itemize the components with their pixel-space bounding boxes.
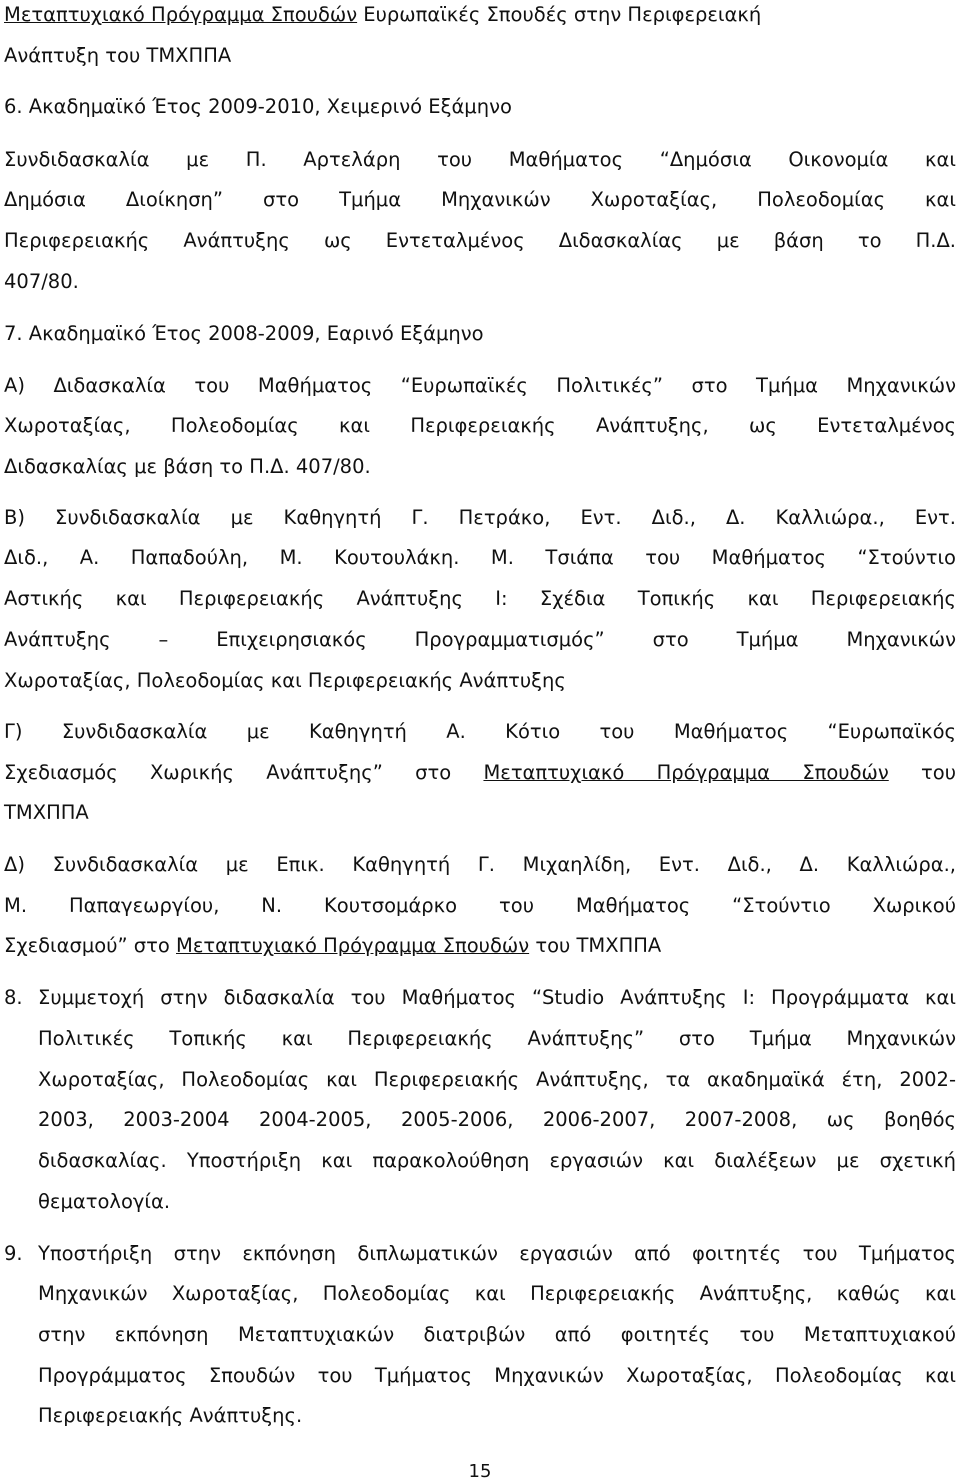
text-line: Διδ., Α. Παπαδούλη, Μ. Κουτουλάκη. Μ. Τσιάπα του Μαθήματος “Στούντιο	[4, 546, 956, 569]
text-line: Χωροταξίας, Πολεοδομίας και Περιφερειακής Ανάπτυξης, ως Εντεταλμένος	[4, 414, 956, 437]
text-line: Συνδιδασκαλία με Π. Αρτελάρη του Μαθήματος “Δημόσια Οικονομία και	[4, 148, 956, 171]
text-line: Χωροταξίας, Πολεοδομίας και Περιφερειακής Ανάπτυξης, τα ακαδημαϊκά έτη, 2002-	[38, 1068, 956, 1091]
list-number: 9.	[4, 1242, 23, 1265]
program-link[interactable]: Μεταπτυχιακό Πρόγραμμα Σπουδών	[483, 761, 889, 784]
text-span: του	[888, 761, 956, 784]
text-line: στην εκπόνηση Μεταπτυχιακών διατριβών από φοιτητές του Μεταπτυχιακού	[38, 1323, 956, 1346]
text-line: Δημόσια Διοίκηση” στο Τμήμα Μηχανικών Χωροταξίας, Πολεοδομίας και	[4, 188, 956, 211]
text-line	[4, 3, 956, 27]
text-line: Χωροταξίας, Πολεοδομίας και Περιφερειακής Ανάπτυξης	[4, 669, 566, 692]
text-line: Διδασκαλίας με βάση το Π.Δ. 407/80.	[4, 455, 371, 478]
text-line: Προγράμματος Σπουδών του Τμήματος Μηχανικών Χωροταξίας, Πολεοδομίας και	[38, 1364, 956, 1387]
text-line: Μ. Παπαγεωργίου, Ν. Κουτσομάρκο του Μαθήματος “Στούντιο Χωρικού	[4, 894, 956, 917]
text-line: 2003, 2003-2004 2004-2005, 2005-2006, 2006-2007, 2007-2008, ως βοηθός	[38, 1108, 956, 1131]
text-line: Ανάπτυξης – Επιχειρησιακός Προγραμματισμός” στο Τμήμα Μηχανικών	[4, 628, 956, 651]
text-line: Ανάπτυξη του ΤΜΧΠΠΑ	[4, 44, 232, 67]
text-line: Γ) Συνδιδασκαλία με Καθηγητή Α. Κότιο του Μαθήματος “Ευρωπαϊκός	[4, 720, 956, 743]
text-line: Δ) Συνδιδασκαλία με Επικ. Καθηγητή Γ. Μιχαηλίδη, Εντ. Διδ., Δ. Καλλιώρα.,	[4, 853, 956, 876]
text-line	[4, 761, 956, 785]
text-line: Συμμετοχή στην διδασκαλία του Μαθήματος “Studio Ανάπτυξης Ι: Προγράμματα και	[38, 986, 956, 1009]
text-line: Α) Διδασκαλία του Μαθήματος “Ευρωπαϊκές Πολιτικές” στο Τμήμα Μηχανικών	[4, 374, 956, 397]
text-span: Ευρωπαϊκές Σπουδές στην Περιφερειακή	[357, 3, 762, 26]
program-link[interactable]: Μεταπτυχιακό Πρόγραμμα Σπουδών	[176, 934, 530, 957]
program-link[interactable]: Μεταπτυχιακό Πρόγραμμα Σπουδών	[4, 3, 358, 26]
text-span: Σχεδιασμού” στο	[4, 934, 177, 957]
text-span: Σχεδιασμός Χωρικής Ανάπτυξης” στο	[4, 761, 484, 784]
text-line: Πολιτικές Τοπικής και Περιφερειακής Ανάπτυξης” στο Τμήμα Μηχανικών	[38, 1027, 956, 1050]
list-number: 8.	[4, 986, 23, 1009]
text-line	[4, 934, 956, 958]
text-line: Αστικής και Περιφερειακής Ανάπτυξης Ι: Σχέδια Τοπικής και Περιφερειακής	[4, 587, 956, 610]
section-heading: 7. Ακαδημαϊκό Έτος 2008-2009, Εαρινό Εξάμηνο	[4, 322, 484, 345]
text-line: Υποστήριξη στην εκπόνηση διπλωματικών εργασιών από φοιτητές του Τμήματος	[38, 1242, 956, 1265]
text-line: ΤΜΧΠΠΑ	[4, 801, 89, 824]
page-number: 15	[468, 1461, 492, 1482]
text-line: Περιφερειακής Ανάπτυξης ως Εντεταλμένος Διδασκαλίας με βάση το Π.Δ.	[4, 229, 956, 252]
text-line: Μηχανικών Χωροταξίας, Πολεοδομίας και Περιφερειακής Ανάπτυξης, καθώς και	[38, 1282, 956, 1305]
text-line: διδασκαλίας. Υποστήριξη και παρακολούθηση εργασιών και διαλέξεων με σχετική	[38, 1149, 956, 1172]
text-line: 407/80.	[4, 270, 79, 293]
text-line: Περιφερειακής Ανάπτυξης.	[38, 1404, 303, 1427]
text-span: του ΤΜΧΠΠΑ	[529, 934, 662, 957]
text-line: θεματολογία.	[38, 1190, 171, 1213]
text-line: Β) Συνδιδασκαλία με Καθηγητή Γ. Πετράκο, Εντ. Διδ., Δ. Καλλιώρα., Εντ.	[4, 506, 956, 529]
section-heading: 6. Ακαδημαϊκό Έτος 2009-2010, Χειμερινό Εξάμηνο	[4, 95, 512, 118]
